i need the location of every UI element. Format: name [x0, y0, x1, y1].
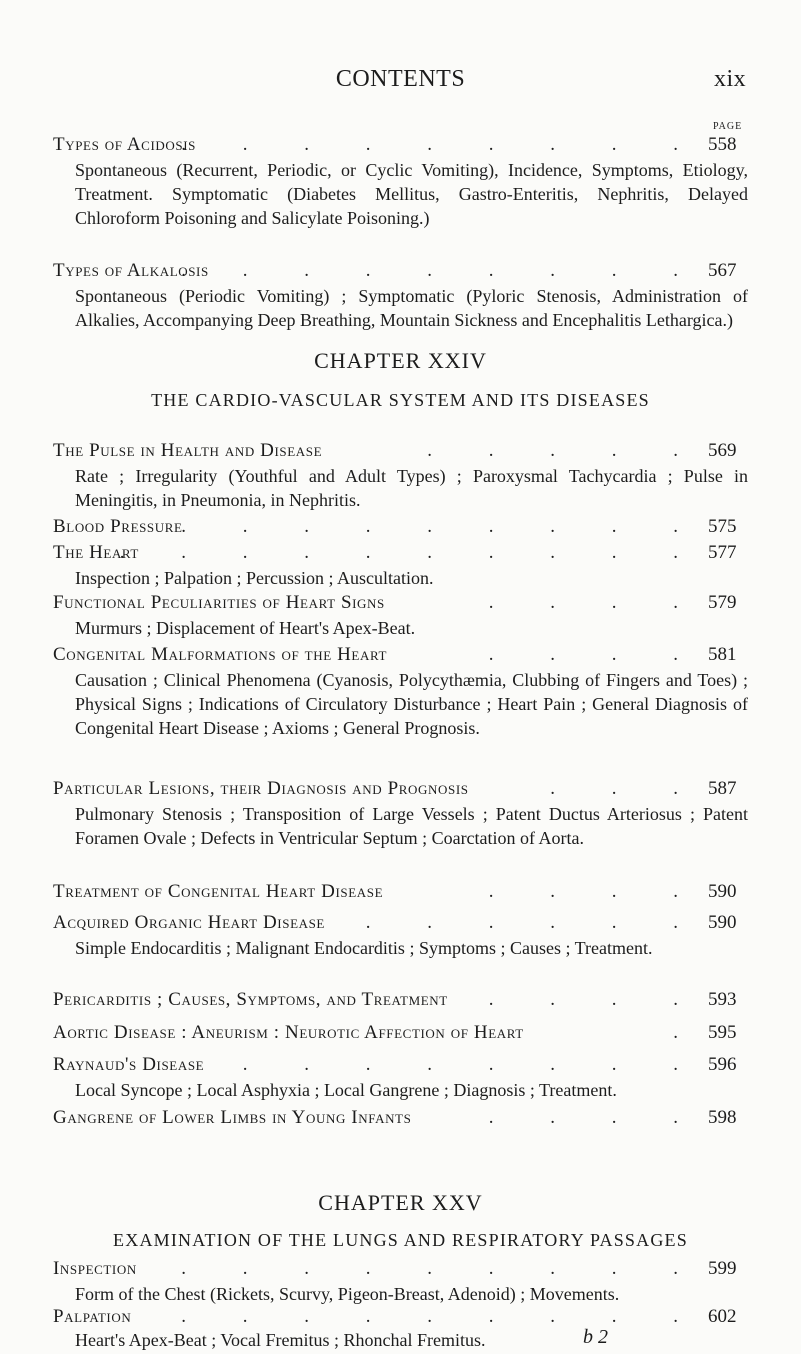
entry-description: Inspection ; Palpation ; Percussion ; Auscultation.: [75, 568, 434, 588]
entry-page: 590: [708, 912, 737, 933]
entry-page: 599: [708, 1258, 737, 1279]
toc-entry: [53, 258, 748, 332]
entry-title: Congenital Malformations of the Heart: [53, 644, 387, 665]
entry-page: 595: [708, 1022, 737, 1043]
entry-description: Local Syncope ; Local Asphyxia ; Local Gangrene ; Diagnosis ; Treatment.: [75, 1080, 617, 1100]
toc-entry: [53, 642, 748, 740]
dot-leader: .: [673, 1022, 704, 1043]
chapter-title: THE CARDIO-VASCULAR SYSTEM AND ITS DISEASES: [151, 390, 650, 410]
toc-entry: [53, 1256, 748, 1306]
entry-title: Types of Alkalosis: [53, 260, 209, 281]
entry-page: 569: [708, 440, 737, 461]
chapter-number: CHAPTER XXV: [318, 1190, 483, 1215]
printer-signature: b 2: [583, 1326, 608, 1348]
toc-entry: [53, 1020, 748, 1046]
toc-entry: [53, 1304, 748, 1330]
entry-description: Causation ; Clinical Phenomena (Cyanosis, Polycythæmia, Clubbing of Fingers and Toes) ; Physical Signs ; Indications of Circulatory Disturbance ; Heart Pain ; General Diagnosis of Congenital Heart Disease ; Axioms ; General Prognosis.: [75, 670, 748, 738]
entry-description: Rate ; Irregularity (Youthful and Adult Types) ; Paroxysmal Tachycardia ; Pulse in Meningitis, in Pneumonia, in Nephritis.: [75, 466, 748, 510]
dot-leader: . . . .: [488, 881, 704, 902]
entry-page: 567: [708, 260, 737, 281]
entry-page: 593: [708, 989, 737, 1010]
entry-title: Palpation: [53, 1306, 132, 1327]
dot-leader: . . . .: [488, 644, 704, 665]
entry-page: 575: [708, 516, 737, 537]
entry-title: Treatment of Congenital Heart Disease: [53, 881, 384, 902]
page-folio: xix: [714, 66, 747, 92]
toc-entry: [53, 590, 748, 640]
dot-leader: . . . . . . . .: [242, 1054, 704, 1075]
dot-leader: . . . . . . . . .: [181, 516, 704, 537]
toc-entry: [53, 1052, 748, 1102]
entry-description: Simple Endocarditis ; Malignant Endocarditis ; Symptoms ; Causes ; Treatment.: [75, 938, 653, 958]
chapter-number: CHAPTER XXIV: [314, 348, 487, 373]
entry-page: 596: [708, 1054, 737, 1075]
entry-page: 579: [708, 592, 737, 613]
dot-leader: . . . .: [488, 1107, 704, 1128]
entry-title: Pericarditis ; Causes, Symptoms, and Treatment: [53, 989, 448, 1010]
entry-page: 581: [708, 644, 737, 665]
toc-entry: [53, 438, 748, 512]
entry-title: Inspection: [53, 1258, 137, 1279]
entry-page: 598: [708, 1107, 737, 1128]
dot-leader: . . . . . . . . .: [181, 260, 704, 281]
entry-page: 558: [708, 134, 737, 155]
toc-entry: [53, 1105, 748, 1131]
entry-title: Acquired Organic Heart Disease: [53, 912, 325, 933]
dot-leader: . . . .: [488, 989, 704, 1010]
entry-page: 602: [708, 1306, 737, 1327]
entry-page: 577: [708, 542, 737, 563]
entry-description: Heart's Apex-Beat ; Vocal Fremitus ; Rhonchal Fremitus.: [75, 1330, 486, 1350]
entry-description: Spontaneous (Recurrent, Periodic, or Cyclic Vomiting), Incidence, Symptoms, Etiology, Treatment. Symptomatic (Diabetes Mellitus, Gastro-Enteritis, Nephritis, Delayed Chloroform Poisoning and Salicylate Poisoning.): [75, 160, 748, 228]
entry-title: The Heart: [53, 542, 139, 563]
dot-leader: . . . . . . . . .: [181, 1306, 704, 1327]
entry-description: Murmurs ; Displacement of Heart's Apex-Beat.: [75, 618, 416, 638]
dot-leader: . . . .: [488, 592, 704, 613]
entry-title: Particular Lesions, their Diagnosis and Prognosis: [53, 778, 469, 799]
entry-page: 590: [708, 881, 737, 902]
dot-leader: . . . . . . . . .: [181, 134, 704, 155]
entry-description: Spontaneous (Periodic Vomiting) ; Symptomatic (Pyloric Stenosis, Administration of Alkalies, Accompanying Deep Breathing, Mountain Sickness and Encephalitis Lethargica.): [75, 286, 748, 330]
entry-page: 587: [708, 778, 737, 799]
toc-entry: [53, 776, 748, 850]
entry-title: Blood Pressure: [53, 516, 183, 537]
dot-leader: . . . . . .: [365, 912, 704, 933]
chapter-title: EXAMINATION OF THE LUNGS AND RESPIRATORY PASSAGES: [113, 1230, 688, 1250]
dot-leader: . . .: [550, 778, 704, 799]
toc-entry: [53, 910, 748, 960]
entry-title: Aortic Disease : Aneurism : Neurotic Affection of Heart: [53, 1022, 524, 1043]
entry-description: Pulmonary Stenosis ; Transposition of Large Vessels ; Patent Ductus Arteriosus ; Patent Foramen Ovale ; Defects in Ventricular Septum ; Coarctation of Aorta.: [75, 804, 748, 848]
toc-entry: [53, 514, 748, 540]
entry-title: Types of Acidosis: [53, 134, 196, 155]
toc-entry: [53, 879, 748, 905]
dot-leader: . . . . . . . . . .: [119, 542, 704, 563]
page-column-label: PAGE: [713, 121, 743, 132]
toc-entry: [53, 540, 748, 590]
toc-entry: [53, 987, 748, 1013]
running-head-title: CONTENTS: [335, 66, 466, 92]
toc-entry: [53, 132, 748, 230]
dot-leader: . . . . . . . . .: [181, 1258, 704, 1279]
entry-title: Raynaud's Disease: [53, 1054, 205, 1075]
entry-description: Form of the Chest (Rickets, Scurvy, Pigeon-Breast, Adenoid) ; Movements.: [75, 1284, 620, 1304]
entry-title: The Pulse in Health and Disease: [53, 440, 323, 461]
entry-title: Gangrene of Lower Limbs in Young Infants: [53, 1107, 412, 1128]
dot-leader: . . . . .: [427, 440, 704, 461]
entry-title: Functional Peculiarities of Heart Signs: [53, 592, 385, 613]
